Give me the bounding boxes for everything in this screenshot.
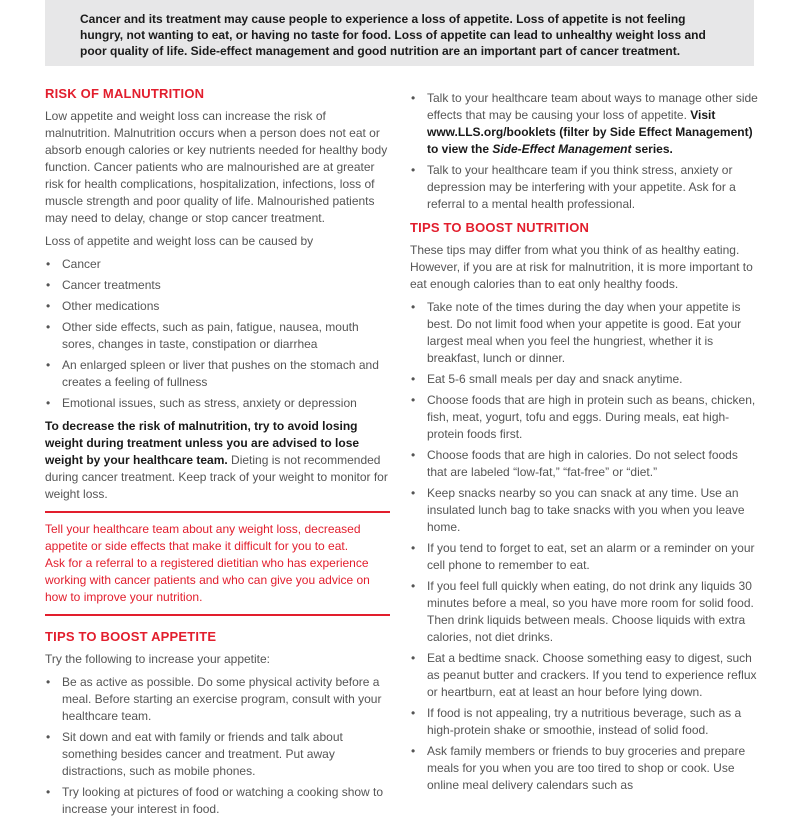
list-item: • Try looking at pictures of food or watching a cooking show to increase your interest in food. (46, 785, 384, 816)
bullet-icon: • (411, 163, 416, 177)
list-item: • An enlarged spleen or liver that pushes on the stomach and creates a feeling of fullness (46, 358, 379, 389)
risk-paragraph-3: To decrease the risk of malnutrition, try to avoid losing weight during treatment unless you are advised to lose weight by your healthcare team. Dieting is not recommended during cancer treatment. Keep track of your weight to monitor for weight loss. (45, 419, 388, 501)
list-item: • Talk to your healthcare team if you think stress, anxiety or depression may be interfering with your appetite. Ask for a referral to a mental health professional. (411, 163, 736, 211)
list-item: • If food is not appealing, try a nutritious beverage, such as a high-protein shake or smoothie, instead of solid food. (411, 706, 742, 737)
list-item: • Cancer (46, 257, 101, 271)
bullet-icon: • (411, 486, 416, 500)
intro-text: Cancer and its treatment may cause people to experience a loss of appetite. Loss of appetite is not feeling hungry, not wanting to eat, or having no taste for food. Loss of appetite can lead to unhealthy weight loss and poor quality of life. Side-effect management and good nutrition are an important part of cancer treatment. (80, 12, 706, 58)
bullet-icon: • (46, 675, 51, 689)
bullet-icon: • (46, 730, 51, 744)
list-item: • Talk to your healthcare team about ways to manage other side effects that may be causing your loss of appetite. Visit www.LLS.org/booklets (filter by Side Effect Management) to view the Side-Effect Management series. (411, 91, 758, 156)
bullet-icon: • (411, 372, 416, 386)
list-item: • Choose foods that are high in protein such as beans, chicken, fish, meat, yogurt, tofu and eggs. During meals, eat high-protein foods first. (411, 393, 756, 441)
bullet-icon: • (46, 396, 51, 410)
lls-link[interactable]: Visit www.LLS.org/booklets (filter by Side Effect Management) to view the (427, 108, 753, 156)
nutrition-tips-list (410, 299, 760, 794)
callout-box (45, 511, 390, 616)
list-item: • Emotional issues, such as stress, anxiety or depression (46, 396, 357, 410)
bullet-icon: • (411, 744, 416, 758)
list-item: • Eat 5-6 small meals per day and snack anytime. (411, 372, 683, 386)
nutrition-heading: TIPS TO BOOST NUTRITION (410, 220, 590, 235)
appetite-intro: Try the following to increase your appetite: (45, 652, 271, 666)
risk-heading: RISK OF MALNUTRITION (45, 86, 205, 101)
bullet-icon: • (411, 448, 416, 462)
right-column (410, 90, 760, 800)
bullet-icon: • (46, 358, 51, 372)
list-item: • Cancer treatments (46, 278, 161, 292)
bullet-icon: • (46, 278, 51, 292)
list-item: • Sit down and eat with family or friends and talk about something besides cancer and treatment. Put away distractions, such as mobile phones. (46, 730, 343, 778)
causes-list (45, 256, 390, 412)
list-item: • Ask family members or friends to buy groceries and prepare meals for you when you are too tired to shop or cook. Use online meal delivery calendars such as (411, 744, 746, 792)
bullet-icon: • (46, 257, 51, 271)
list-item: • Choose foods that are high in calories. Do not select foods that are labeled “low-fat,” “fat-free” or “diet.” (411, 448, 738, 479)
risk-paragraph-1: Low appetite and weight loss can increase the risk of malnutrition. Malnutrition occurs when a person does not eat or absorb enough calories or key nutrients needed for healthy body function. Cancer patients who are malnourished are at greater risk for health complications, hospitalization, infections, loss of muscle strength and poor quality of life. Malnourished patients may need to delay, change or stop cancer treatment. (45, 109, 388, 225)
list-item: • Other medications (46, 299, 160, 313)
side-effect-tips-list (410, 90, 760, 213)
left-column (45, 85, 390, 824)
bullet-icon: • (411, 393, 416, 407)
bullet-icon: • (411, 300, 416, 314)
list-item: • Keep snacks nearby so you can snack at any time. Use an insulated lunch bag to take snacks with you when you leave home. (411, 486, 745, 534)
bullet-icon: • (411, 541, 416, 555)
bullet-icon: • (46, 785, 51, 799)
list-item: • Take note of the times during the day when your appetite is best. Do not limit food when your appetite is good. Eat your largest meal when you feel the hungriest, whether it is breakfast, lunch or dinner. (411, 300, 742, 365)
callout-line-2: Ask for a referral to a registered dietitian who has experience working with cancer patients and who can give you advice on how to improve your nutrition. (45, 556, 370, 604)
appetite-heading: TIPS TO BOOST APPETITE (45, 629, 217, 644)
intro-box (45, 0, 754, 66)
bullet-icon: • (46, 299, 51, 313)
list-item: • If you feel full quickly when eating, do not drink any liquids 30 minutes before a meal, so you have more room for solid food. Then drink liquids between meals. Choose liquids with extra calories, not diet drinks. (411, 579, 754, 644)
appetite-tips-list (45, 674, 390, 818)
bullet-icon: • (46, 320, 51, 334)
nutrition-intro: These tips may differ from what you think of as healthy eating. However, if you are at risk for malnutrition, it is more important to eat enough calories than to eat only healthy foods. (410, 243, 753, 291)
bullet-icon: • (411, 706, 416, 720)
risk-paragraph-2: Loss of appetite and weight loss can be caused by (45, 234, 314, 248)
list-item: • Be as active as possible. Do some physical activity before a meal. Before starting an exercise program, consult with your healthcare team. (46, 675, 382, 723)
bullet-icon: • (411, 579, 416, 593)
callout-line-1: Tell your healthcare team about any weight loss, decreased appetite or side effects that make it difficult for you to eat. (45, 522, 361, 553)
bullet-icon: • (411, 651, 416, 665)
bullet-icon: • (411, 91, 416, 105)
list-item: • Eat a bedtime snack. Choose something easy to digest, such as peanut butter and crackers. If you tend to experience reflux or heartburn, eat at least an hour before lying down. (411, 651, 757, 699)
list-item: • Other side effects, such as pain, fatigue, nausea, mouth sores, changes in taste, constipation or diarrhea (46, 320, 359, 351)
list-item: • If you tend to forget to eat, set an alarm or a reminder on your cell phone to remember to eat. (411, 541, 755, 572)
